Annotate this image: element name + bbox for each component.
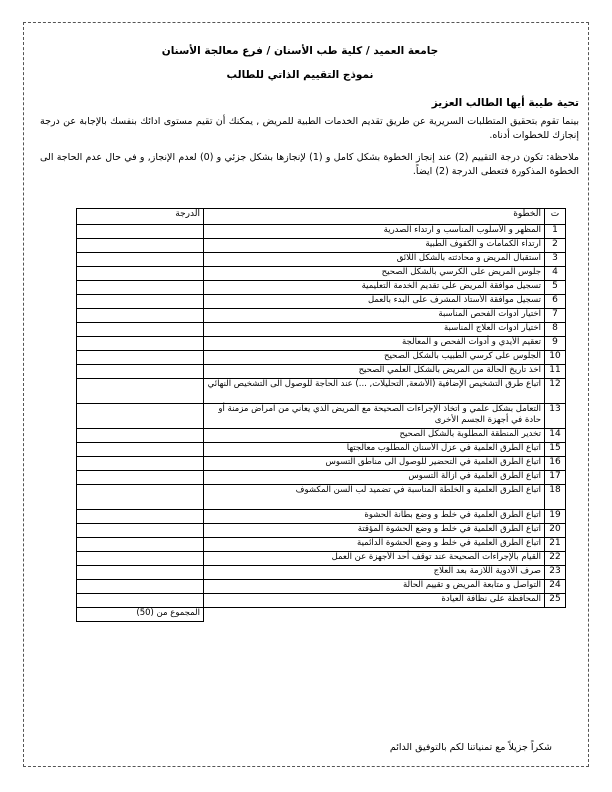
- table-row: [77, 524, 566, 538]
- step-number: 17: [545, 471, 566, 485]
- grade-cell[interactable]: [77, 239, 204, 253]
- table-row: [77, 566, 566, 580]
- table-row: [77, 365, 566, 379]
- grade-cell[interactable]: [77, 443, 204, 457]
- step-number: 24: [545, 580, 566, 594]
- step-number: 25: [545, 594, 566, 608]
- grade-cell[interactable]: [77, 379, 204, 404]
- grade-cell[interactable]: [77, 295, 204, 309]
- step-text: اتباع الطرق العلمية في خلط و وضع بطانة الحشوة: [204, 510, 545, 524]
- total-blank-step: [204, 608, 545, 622]
- step-number: 7: [545, 309, 566, 323]
- intro-paragraph: بينما تقوم بتحقيق المتطلبات السريرية عن طريق تقديم الخدمات الطبية للمريض , يمكنك أن تقيم مستوى ادائك بنفسك بالإجابة عن درجة إنجازك للخطوات أدناه.: [40, 116, 579, 141]
- grade-cell[interactable]: [77, 281, 204, 295]
- table-row: [77, 580, 566, 594]
- step-text: اتباع الطرق العلمية في خلط و وضع الحشوة المؤقتة: [204, 524, 545, 538]
- total-blank-cell: [545, 608, 566, 622]
- grade-cell[interactable]: [77, 538, 204, 552]
- table-row: [77, 281, 566, 295]
- step-number: 9: [545, 337, 566, 351]
- step-number: 3: [545, 253, 566, 267]
- table-row: [77, 404, 566, 429]
- step-number: 1: [545, 225, 566, 239]
- table-row: [77, 485, 566, 510]
- step-text: صرف الأدوية اللازمة بعد العلاج: [204, 566, 545, 580]
- table-row: [77, 471, 566, 485]
- grade-cell[interactable]: [77, 351, 204, 365]
- grade-cell[interactable]: [77, 309, 204, 323]
- step-text: اتباع الطرق العلمية في التحضير للوصول الى مناطق التسوس: [204, 457, 545, 471]
- table-row: [77, 379, 566, 404]
- table-row: [77, 295, 566, 309]
- step-number: 10: [545, 351, 566, 365]
- step-number: 18: [545, 485, 566, 510]
- grade-cell[interactable]: [77, 365, 204, 379]
- grade-cell[interactable]: [77, 225, 204, 239]
- table-row: [77, 510, 566, 524]
- grade-cell[interactable]: [77, 485, 204, 510]
- header-grade: الدرجة: [77, 209, 204, 225]
- greeting-heading: تحية طيبة أيها الطالب العزيز: [431, 97, 579, 109]
- step-number: 21: [545, 538, 566, 552]
- step-number: 12: [545, 379, 566, 404]
- total-row: [77, 608, 566, 622]
- grade-cell[interactable]: [77, 594, 204, 608]
- table-row: [77, 239, 566, 253]
- step-text: اخذ تاريخ الحالة من المريض بالشكل العلمي الصحيح: [204, 365, 545, 379]
- step-text: اتباع الطرق العلمية في خلط و وضع الحشوة الدائمية: [204, 538, 545, 552]
- evaluation-table: [76, 208, 566, 622]
- table-row: [77, 594, 566, 608]
- step-number: 16: [545, 457, 566, 471]
- step-text: القيام بالإجراءات الصحيحة عند توقف أحد الأجهزة عن العمل: [204, 552, 545, 566]
- step-text: المحافظة على نظافة العيادة: [204, 594, 545, 608]
- step-number: 23: [545, 566, 566, 580]
- step-text: تسجيل موافقة الأستاذ المشرف على البدء بالعمل: [204, 295, 545, 309]
- note-paragraph: ملاحظة: تكون درجة التقييم (2) عند إنجاز الخطوة بشكل كامل و (1) لإنجازها بشكل جزئي و (0) لعدم الإنجاز, و في حال عدم الحاجة الى الخطوة المذكورة فتعطى الدرجة (2) ايضاً.: [40, 152, 580, 177]
- header-step: الخطوة: [204, 209, 545, 225]
- step-text: المظهر و الأسلوب المناسب و ارتداء الصدرية: [204, 225, 545, 239]
- table-row: [77, 457, 566, 471]
- step-text: ارتداء الكمامات و الكفوف الطبية: [204, 239, 545, 253]
- step-number: 14: [545, 429, 566, 443]
- table-row: [77, 337, 566, 351]
- table-row: [77, 443, 566, 457]
- step-text: التواصل و متابعة المريض و تقييم الحالة: [204, 580, 545, 594]
- header-number: ت: [545, 209, 566, 225]
- step-number: 15: [545, 443, 566, 457]
- step-text: اتباع الطرق العلمية في عزل الأسنان المطلوب معالجتها: [204, 443, 545, 457]
- table-row: [77, 552, 566, 566]
- step-text: اختيار ادوات العلاج المناسبة: [204, 323, 545, 337]
- table-row: [77, 309, 566, 323]
- step-text: اختيار ادوات الفحص المناسبة: [204, 309, 545, 323]
- step-text: الجلوس على كرسي الطبيب بالشكل الصحيح: [204, 351, 545, 365]
- grade-cell[interactable]: [77, 429, 204, 443]
- step-number: 5: [545, 281, 566, 295]
- grade-cell[interactable]: [77, 267, 204, 281]
- grade-cell[interactable]: [77, 524, 204, 538]
- grade-cell[interactable]: [77, 323, 204, 337]
- table-row: [77, 253, 566, 267]
- grade-cell[interactable]: [77, 457, 204, 471]
- step-text: استقبال المريض و محادثته بالشكل اللائق: [204, 253, 545, 267]
- table-row: [77, 267, 566, 281]
- closing-thanks: شكراً جزيلاً مع تمنياتنا لكم بالتوفيق الدائم: [389, 742, 552, 753]
- step-number: 6: [545, 295, 566, 309]
- step-number: 2: [545, 239, 566, 253]
- table-header-row: [77, 209, 566, 225]
- step-text: تسجيل موافقة المريض على تقديم الخدمة التعليمية: [204, 281, 545, 295]
- table-row: [77, 429, 566, 443]
- step-text: جلوس المريض على الكرسي بالشكل الصحيح: [204, 267, 545, 281]
- table-row: [77, 351, 566, 365]
- table-row: [77, 538, 566, 552]
- table-row: [77, 225, 566, 239]
- page-title: جامعة العميد / كلية طب الأسنان / فرع معالجة الأسنان: [161, 45, 439, 57]
- step-text: اتباع طرق التشخيص الإضافية (الأشعة, التحليلات, ...) عند الحاجة للوصول الى التشخيص النهائي: [204, 379, 545, 404]
- grade-cell[interactable]: [77, 471, 204, 485]
- step-number: 22: [545, 552, 566, 566]
- grade-cell[interactable]: [77, 510, 204, 524]
- step-number: 11: [545, 365, 566, 379]
- step-number: 13: [545, 404, 566, 429]
- grade-cell[interactable]: [77, 404, 204, 429]
- step-number: 8: [545, 323, 566, 337]
- grade-cell[interactable]: [77, 552, 204, 566]
- step-text: تعقيم الأيدي و أدوات الفحص و المعالجة: [204, 337, 545, 351]
- step-text: تخدير المنطقة المطلوبة بالشكل الصحيح: [204, 429, 545, 443]
- grade-cell[interactable]: [77, 566, 204, 580]
- grade-cell[interactable]: [77, 337, 204, 351]
- step-text: اتباع الطرق العلمية و الخلطة المناسبة في تضميد لب السن المكشوف: [204, 485, 545, 510]
- table-row: [77, 323, 566, 337]
- grade-cell[interactable]: [77, 253, 204, 267]
- step-text: التعامل بشكل علمي و اتخاذ الإجراءات الصحيحة مع المريض الذي يعاني من امراض مزمنة أو حادة في أجهزة الجسم الأخرى: [204, 404, 545, 429]
- grade-cell[interactable]: [77, 580, 204, 594]
- form-subtitle: نموذج التقييم الذاتي للطالب: [226, 69, 374, 81]
- total-label: المجموع من (50): [77, 608, 204, 622]
- step-number: 4: [545, 267, 566, 281]
- step-number: 19: [545, 510, 566, 524]
- step-text: اتباع الطرق العلمية في ازالة التسوس: [204, 471, 545, 485]
- step-number: 20: [545, 524, 566, 538]
